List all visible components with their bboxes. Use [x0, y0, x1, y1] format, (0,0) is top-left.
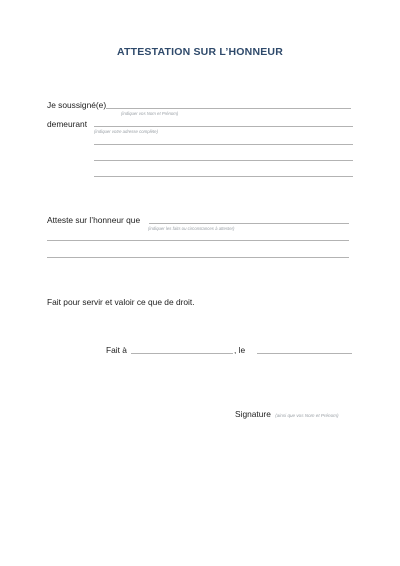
date-field[interactable] — [257, 353, 352, 354]
attest-label: Atteste sur l’honneur que — [47, 215, 141, 225]
place-label: Fait à — [106, 345, 127, 355]
page-title: ATTESTATION SUR L’HONNEUR — [117, 46, 283, 58]
residing-hint: (indiquer votre adresse complète) — [94, 129, 159, 134]
legal-statement: Fait pour servir et valoir ce que de droit. — [47, 297, 195, 307]
attest-field-line-1[interactable] — [149, 223, 349, 224]
signature-label: Signature — [235, 409, 271, 419]
undersigned-label: Je soussigné(e) — [47, 100, 107, 110]
address-field-line-2[interactable] — [94, 144, 353, 145]
address-field-line-4[interactable] — [94, 176, 353, 177]
attest-field-line-3[interactable] — [47, 257, 349, 258]
date-label: , le — [234, 345, 246, 355]
address-field-line-3[interactable] — [94, 160, 353, 161]
attest-field-line-2[interactable] — [47, 240, 349, 241]
address-field-line-1[interactable] — [94, 126, 353, 127]
undersigned-name-field[interactable] — [106, 108, 351, 109]
residing-label: demeurant — [47, 119, 88, 129]
signature-hint: (ainsi que vos Nom et Prénom) — [275, 413, 339, 418]
signature-block — [235, 409, 339, 419]
attest-hint: (indiquer les faits ou circonstances à attester) — [148, 226, 235, 231]
undersigned-hint: (indiquer vos Nom et Prénom) — [121, 111, 179, 116]
place-field[interactable] — [131, 353, 233, 354]
